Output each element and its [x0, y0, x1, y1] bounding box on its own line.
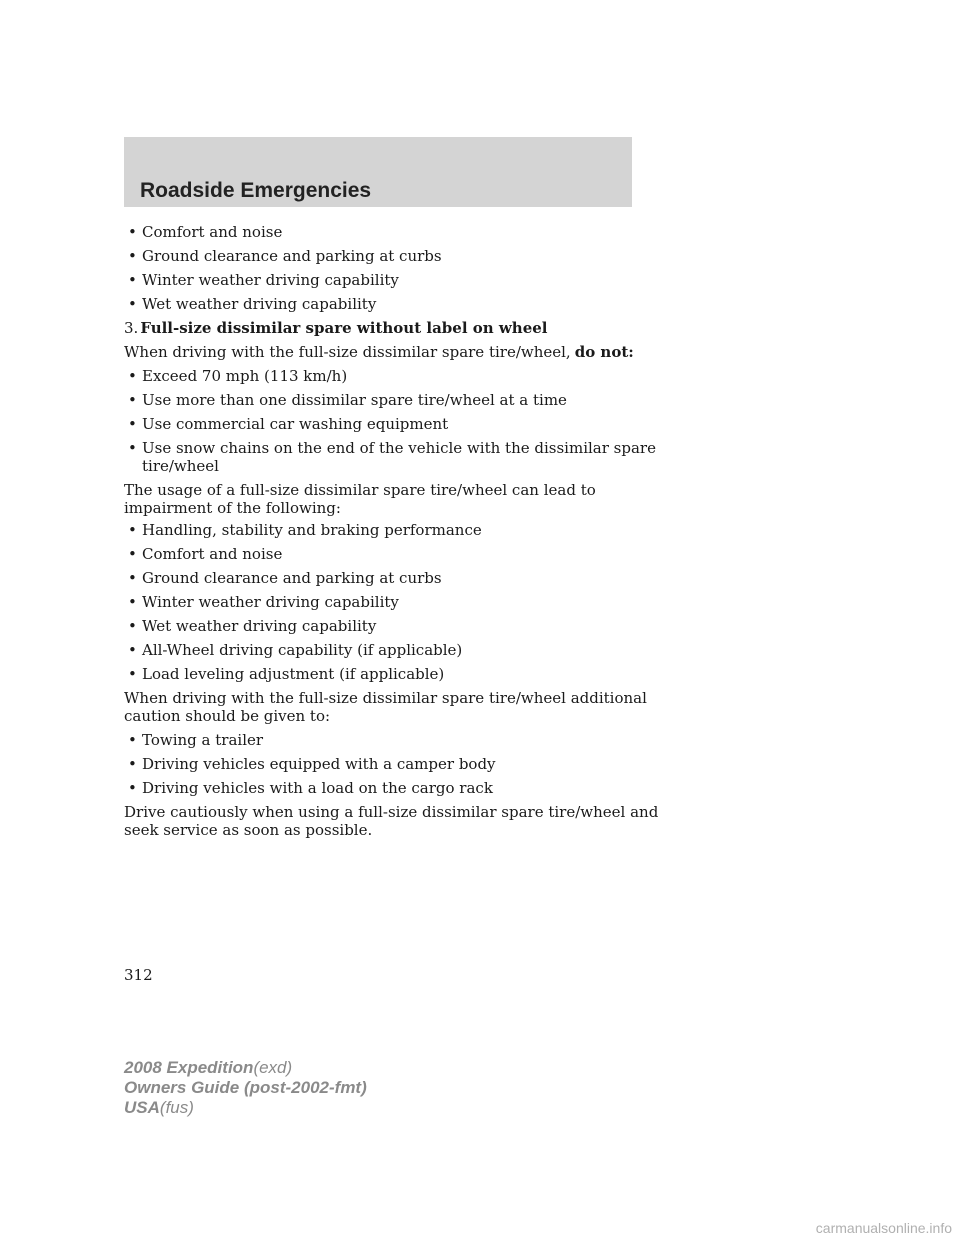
- footer-line-2: Owners Guide (post-2002-fmt): [124, 1078, 367, 1097]
- section-header-band: [124, 137, 632, 207]
- footer-market-code: (fus): [159, 1098, 194, 1117]
- paragraph-line: impairment of the following:: [124, 499, 341, 517]
- bullet-icon: •: [128, 755, 137, 773]
- page-number: 312: [124, 966, 153, 984]
- list-item-text: Winter weather driving capability: [142, 593, 399, 611]
- section-title: Roadside Emergencies: [140, 179, 372, 202]
- footer-line-3: [124, 1098, 367, 1118]
- bullet-icon: •: [128, 439, 137, 457]
- list-item-text: Use snow chains on the end of the vehicle with the dissimilar spare: [142, 439, 656, 457]
- list-item-text: Wet weather driving capability: [142, 295, 377, 313]
- bullet-icon: •: [128, 617, 137, 635]
- list-item-text: Winter weather driving capability: [142, 271, 399, 289]
- paragraph-line: Drive cautiously when using a full-size dissimilar spare tire/wheel and: [124, 803, 659, 821]
- bullet-icon: •: [128, 367, 137, 385]
- list-item-continuation: tire/wheel: [142, 457, 219, 475]
- intro-emphasis: do not:: [574, 343, 634, 361]
- paragraph-line: The usage of a full-size dissimilar spare tire/wheel can lead to: [124, 481, 596, 499]
- bullet-icon: •: [128, 593, 137, 611]
- paragraph-line: When driving with the full-size dissimilar spare tire/wheel additional: [124, 689, 647, 707]
- list-item-text: Ground clearance and parking at curbs: [142, 247, 442, 265]
- list-item-text: All-Wheel driving capability (if applicable): [142, 641, 463, 659]
- footer-line-1: [124, 1058, 367, 1078]
- bullet-icon: •: [128, 415, 137, 433]
- list-item-text: Handling, stability and braking performance: [142, 521, 482, 539]
- list-item-text: Driving vehicles with a load on the cargo rack: [142, 779, 493, 797]
- watermark-text: carmanualsonline.info: [815, 1220, 952, 1236]
- section-3-heading: [124, 319, 547, 337]
- bullet-icon: •: [128, 521, 137, 539]
- bullet-icon: •: [128, 731, 137, 749]
- list-item-text: Use more than one dissimilar spare tire/wheel at a time: [142, 391, 567, 409]
- bullet-icon: •: [128, 223, 137, 241]
- section-3-intro: [124, 343, 634, 361]
- list-item-text: Exceed 70 mph (113 km/h): [142, 367, 348, 385]
- bullet-icon: •: [128, 271, 137, 289]
- footer-model-code: (exd): [253, 1058, 293, 1077]
- bullet-icon: •: [128, 247, 137, 265]
- bullet-icon: •: [128, 665, 137, 683]
- footer-market: USA: [124, 1098, 160, 1117]
- bullet-icon: •: [128, 545, 137, 563]
- section-heading-text: Full-size dissimilar spare without label on wheel: [140, 319, 548, 337]
- list-item-text: Comfort and noise: [142, 545, 283, 563]
- list-item-text: Ground clearance and parking at curbs: [142, 569, 442, 587]
- list-item-text: Wet weather driving capability: [142, 617, 377, 635]
- bullet-icon: •: [128, 569, 137, 587]
- intro-text: When driving with the full-size dissimilar spare tire/wheel,: [124, 343, 571, 361]
- paragraph-line: caution should be given to:: [124, 707, 331, 725]
- bullet-icon: •: [128, 295, 137, 313]
- list-item-text: Towing a trailer: [142, 731, 264, 749]
- list-item-text: Load leveling adjustment (if applicable): [142, 665, 445, 683]
- paragraph-line: seek service as soon as possible.: [124, 821, 373, 839]
- footer-model: 2008 Expedition: [124, 1058, 254, 1077]
- document-footer: [124, 1058, 367, 1118]
- section-number: 3.: [124, 319, 139, 337]
- list-item-text: Use commercial car washing equipment: [142, 415, 449, 433]
- bullet-icon: •: [128, 641, 137, 659]
- list-item-text: Driving vehicles equipped with a camper body: [142, 755, 496, 773]
- bullet-icon: •: [128, 391, 137, 409]
- list-item-text: Comfort and noise: [142, 223, 283, 241]
- bullet-icon: •: [128, 779, 137, 797]
